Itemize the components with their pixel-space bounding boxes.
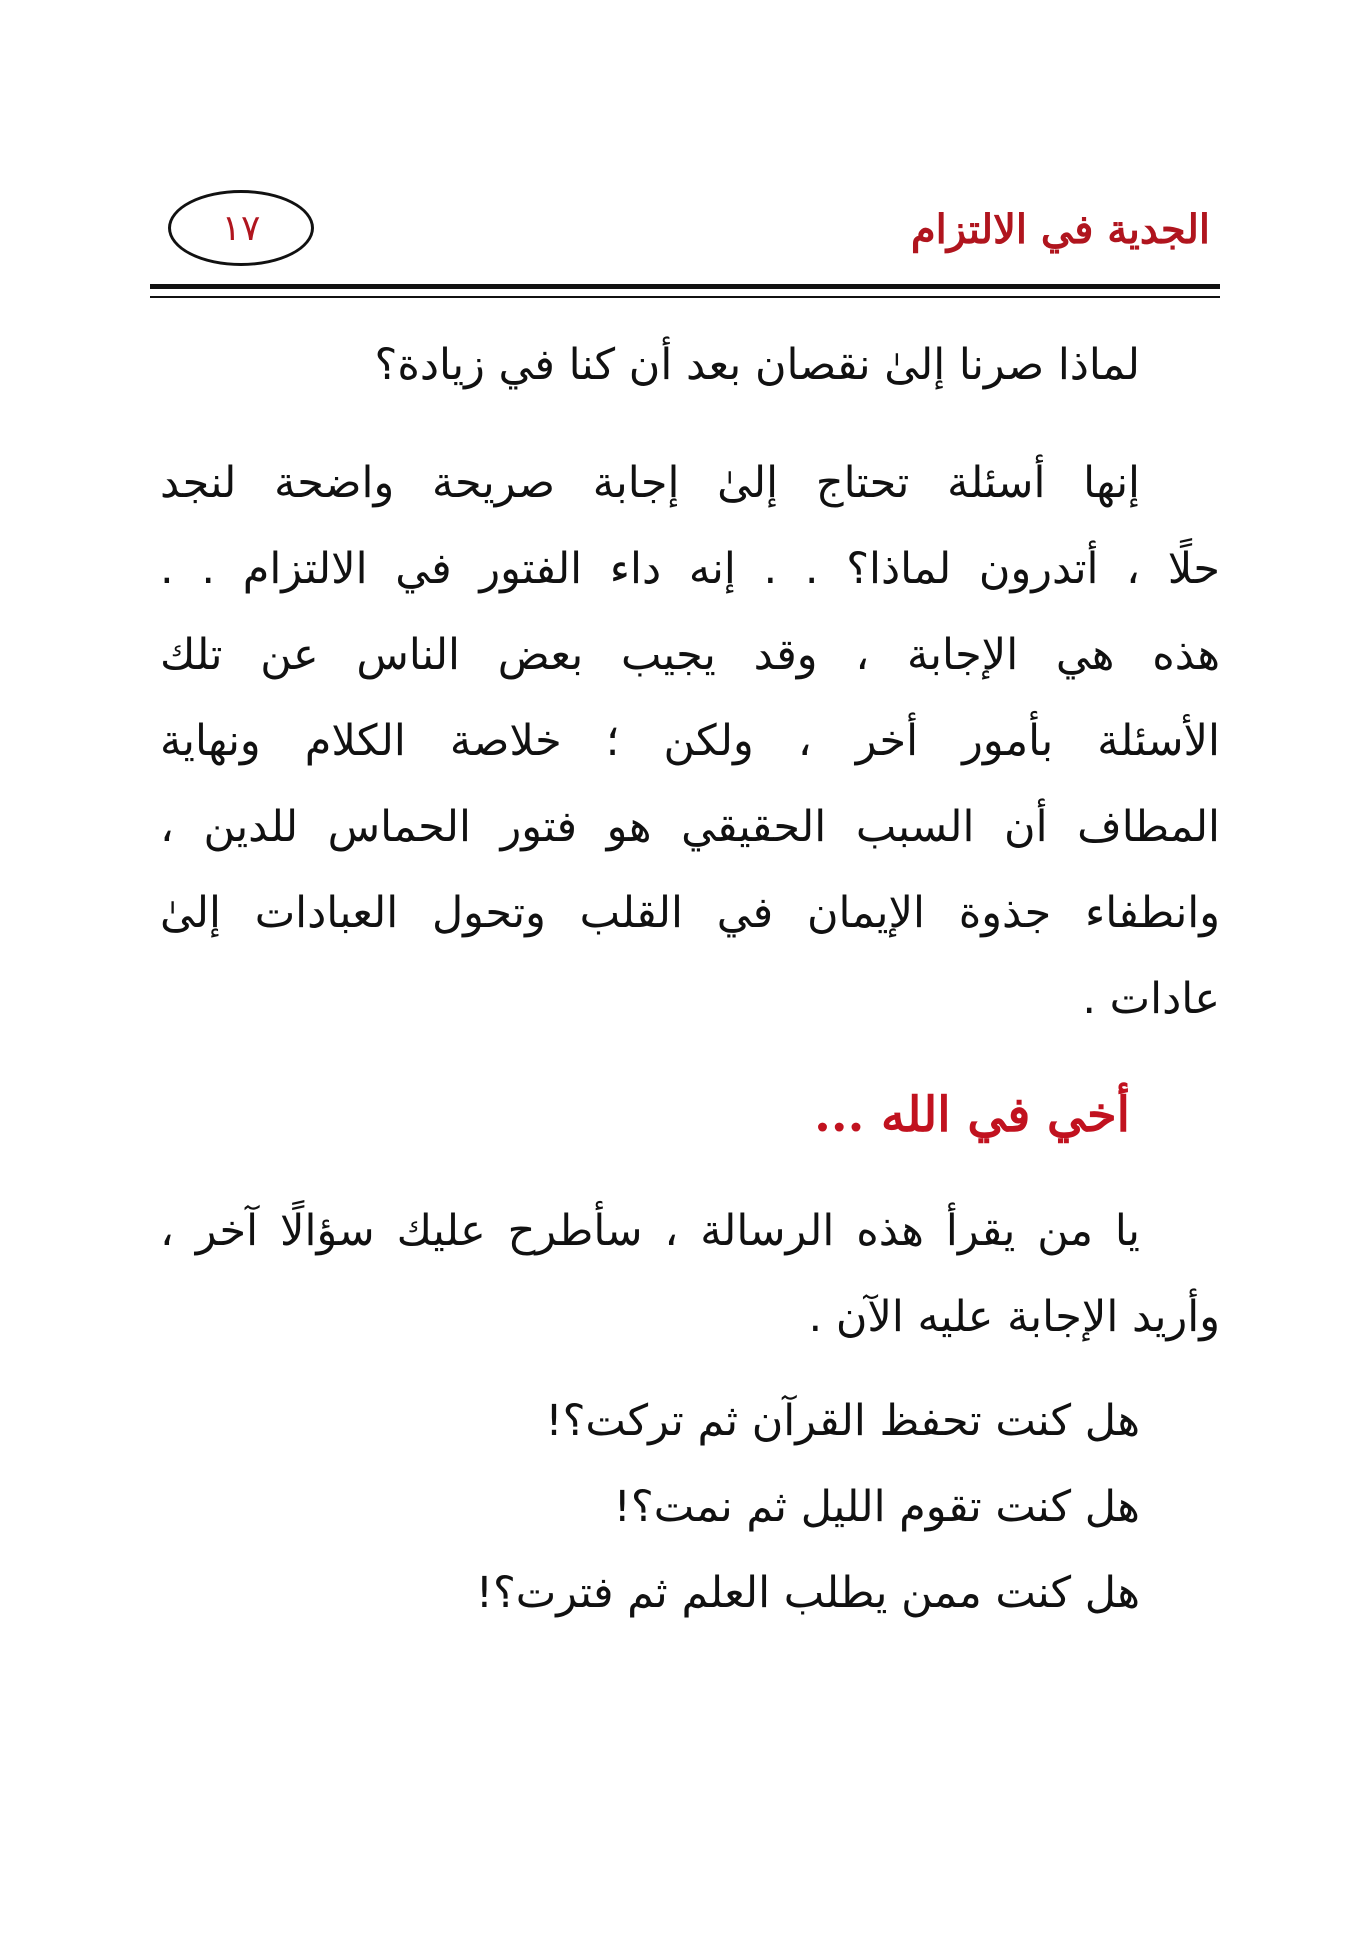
paragraph-3 bbox=[160, 1188, 1220, 1360]
page-number-oval bbox=[168, 190, 314, 266]
paragraph-1 bbox=[160, 322, 1220, 408]
paragraph-3-line-1: يا من يقرأ هذه الرسالة ، سأطرح عليك سؤالًا آخر ، bbox=[160, 1206, 1140, 1256]
paragraph-2-line-2: حلًا ، أتدرون لماذا؟ . . إنه داء الفتور في الالتزام . . bbox=[160, 544, 1220, 594]
paragraph-2-line-7: عادات . bbox=[1082, 974, 1220, 1024]
paragraph-2-line-4: الأسئلة بأمور أخر ، ولكن ؛ خلاصة الكلام ونهاية bbox=[160, 716, 1220, 766]
paragraph-2-line-3: هذه هي الإجابة ، وقد يجيب بعض الناس عن تلك bbox=[160, 630, 1220, 680]
question-item: هل كنت تقوم الليل ثم نمت؟! bbox=[613, 1482, 1140, 1532]
question-item: هل كنت ممن يطلب العلم ثم فترت؟! bbox=[475, 1568, 1140, 1618]
paragraph-2-line-6: وانطفاء جذوة الإيمان في القلب وتحول العبادات إلىٰ bbox=[160, 888, 1220, 938]
header-rule-thick bbox=[150, 284, 1220, 289]
paragraph-1-line-1: لماذا صرنا إلىٰ نقصان بعد أن كنا في زيادة؟ bbox=[374, 340, 1140, 390]
paragraph-2 bbox=[160, 440, 1220, 1042]
paragraph-2-line-5: المطاف أن السبب الحقيقي هو فتور الحماس للدين ، bbox=[160, 802, 1220, 852]
section-subheading: أخي في الله ... bbox=[814, 1087, 1130, 1143]
page-number: ١٧ bbox=[221, 207, 261, 249]
paragraph-3-line-2: وأريد الإجابة عليه الآن . bbox=[808, 1292, 1220, 1342]
header-rule-thin bbox=[150, 296, 1220, 298]
running-title: الجدية في الالتزام bbox=[910, 206, 1210, 253]
questions-list bbox=[160, 1378, 1220, 1636]
paragraph-2-line-1: إنها أسئلة تحتاج إلىٰ إجابة صريحة واضحة لنجد bbox=[160, 458, 1140, 508]
question-item: هل كنت تحفظ القرآن ثم تركت؟! bbox=[545, 1396, 1140, 1446]
